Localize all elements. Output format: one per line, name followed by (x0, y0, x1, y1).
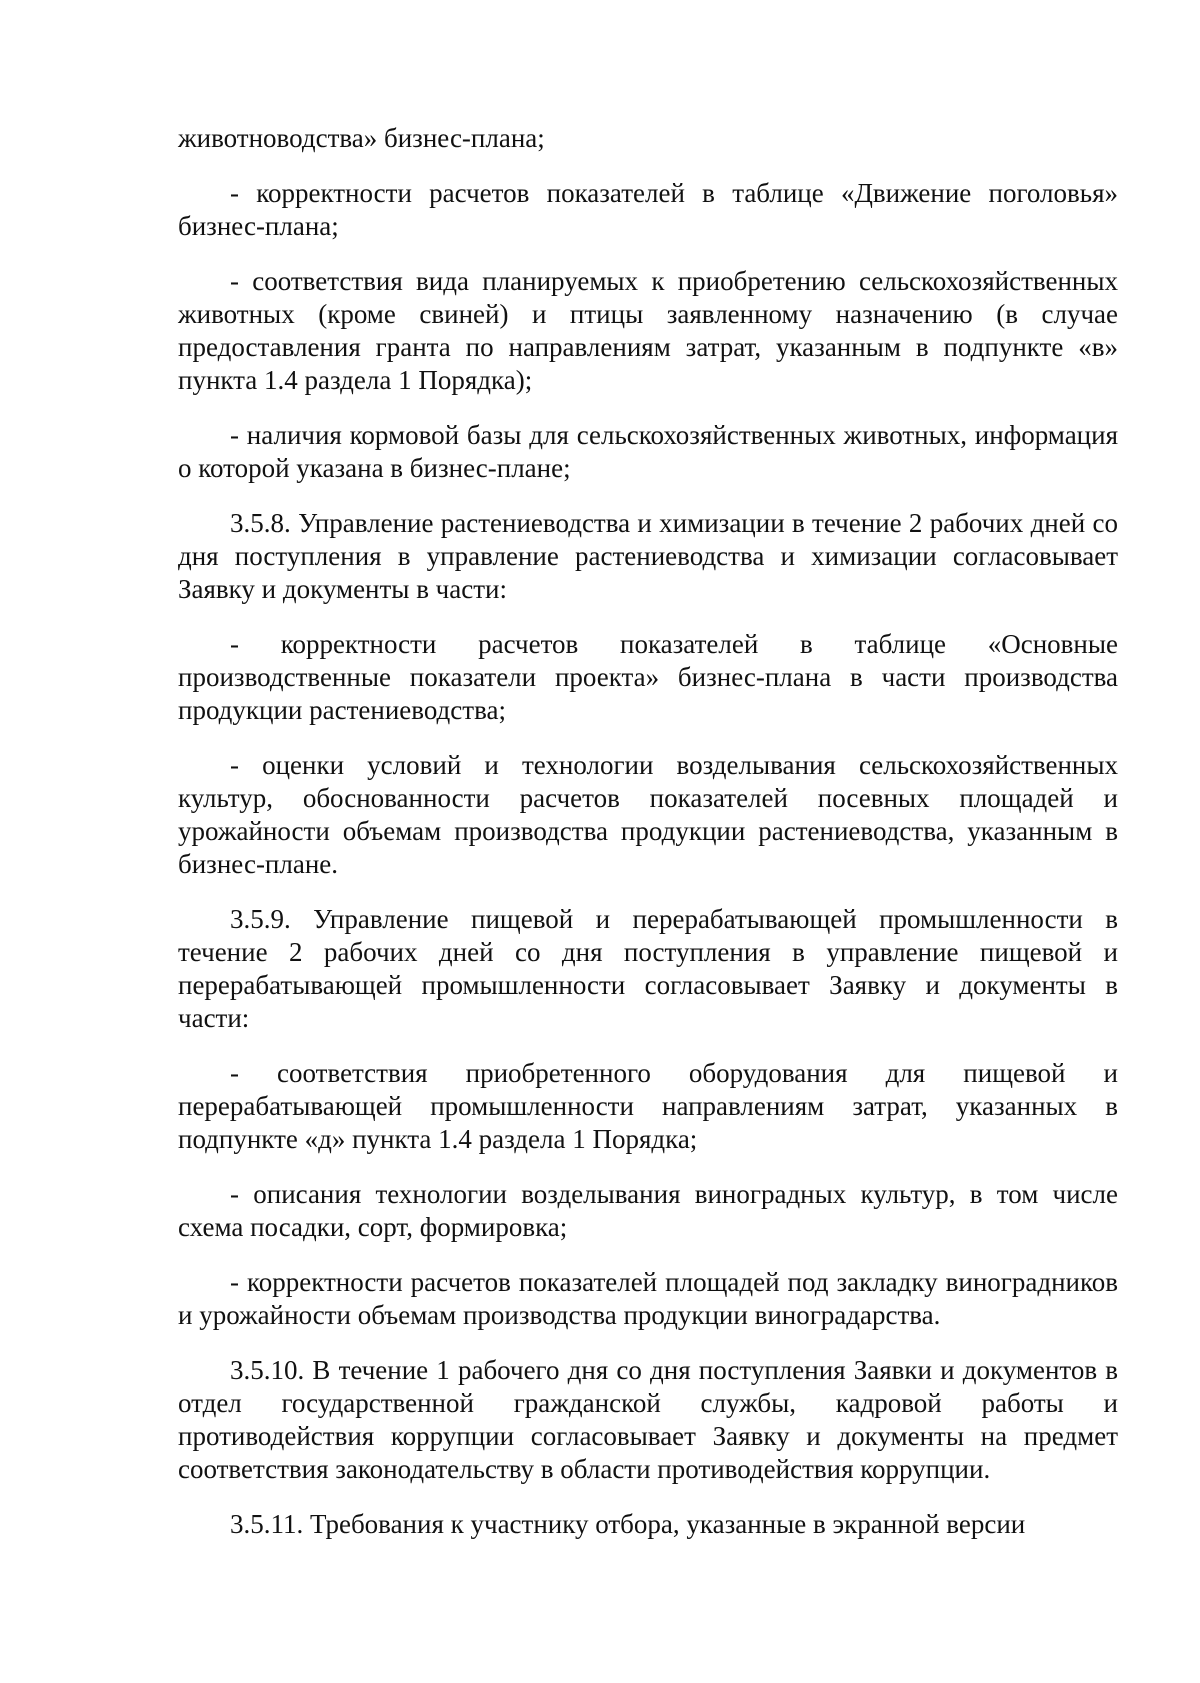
paragraph-8: 3.5.9. Управление пищевой и перерабатывающей промышленности в течение 2 рабочих дней со дня поступления в управление пищевой и перерабатывающей промышленности согласовывает Заявку и документы в части: (178, 904, 1118, 1033)
paragraph-2: - корректности расчетов показателей в таблице «Движение поголовья» бизнес-плана; (178, 178, 1118, 241)
paragraph-5: 3.5.8. Управление растениеводства и химизации в течение 2 рабочих дней со дня поступления в управление растениеводства и химизации согласовывает Заявку и документы в части: (178, 508, 1118, 604)
paragraph-6: - корректности расчетов показателей в таблице «Основные производственные показатели проекта» бизнес-плана в части производства продукции растениеводства; (178, 629, 1118, 725)
paragraph-1: животноводства» бизнес-плана; (178, 123, 545, 153)
paragraph-3: - соответствия вида планируемых к приобретению сельскохозяйственных животных (кроме свиней) и птицы заявленному назначению (в случае предоставления гранта по направлениям затрат, указанным в подпункте «в» пункта 1.4 раздела 1 Порядка); (178, 266, 1118, 395)
paragraph-12: 3.5.10. В течение 1 рабочего дня со дня поступления Заявки и документов в отдел государственной гражданской службы, кадровой работы и противодействия коррупции согласовывает Заявку и документы на предмет соответствия законодательству в области противодействия коррупции. (178, 1355, 1118, 1484)
paragraph-11: - корректности расчетов показателей площадей под закладку виноградников и урожайности объемам производства продукции виноградарства. (178, 1267, 1118, 1330)
paragraph-7: - оценки условий и технологии возделывания сельскохозяйственных культур, обоснованности расчетов показателей посевных площадей и урожайности объемам производства продукции растениеводства, указанным в бизнес-плане. (178, 750, 1118, 879)
paragraph-4: - наличия кормовой базы для сельскохозяйственных животных, информация о которой указана в бизнес-плане; (178, 420, 1118, 483)
paragraph-10: - описания технологии возделывания виноградных культур, в том числе схема посадки, сорт, формировка; (178, 1179, 1118, 1242)
document-body (178, 122, 1118, 1563)
paragraph-9: - соответствия приобретенного оборудования для пищевой и перерабатывающей промышленности направлениям затрат, указанных в подпункте «д» пункта 1.4 раздела 1 Порядка; (178, 1058, 1118, 1154)
paragraph-13: 3.5.11. Требования к участнику отбора, указанные в экранной версии (230, 1509, 1026, 1539)
